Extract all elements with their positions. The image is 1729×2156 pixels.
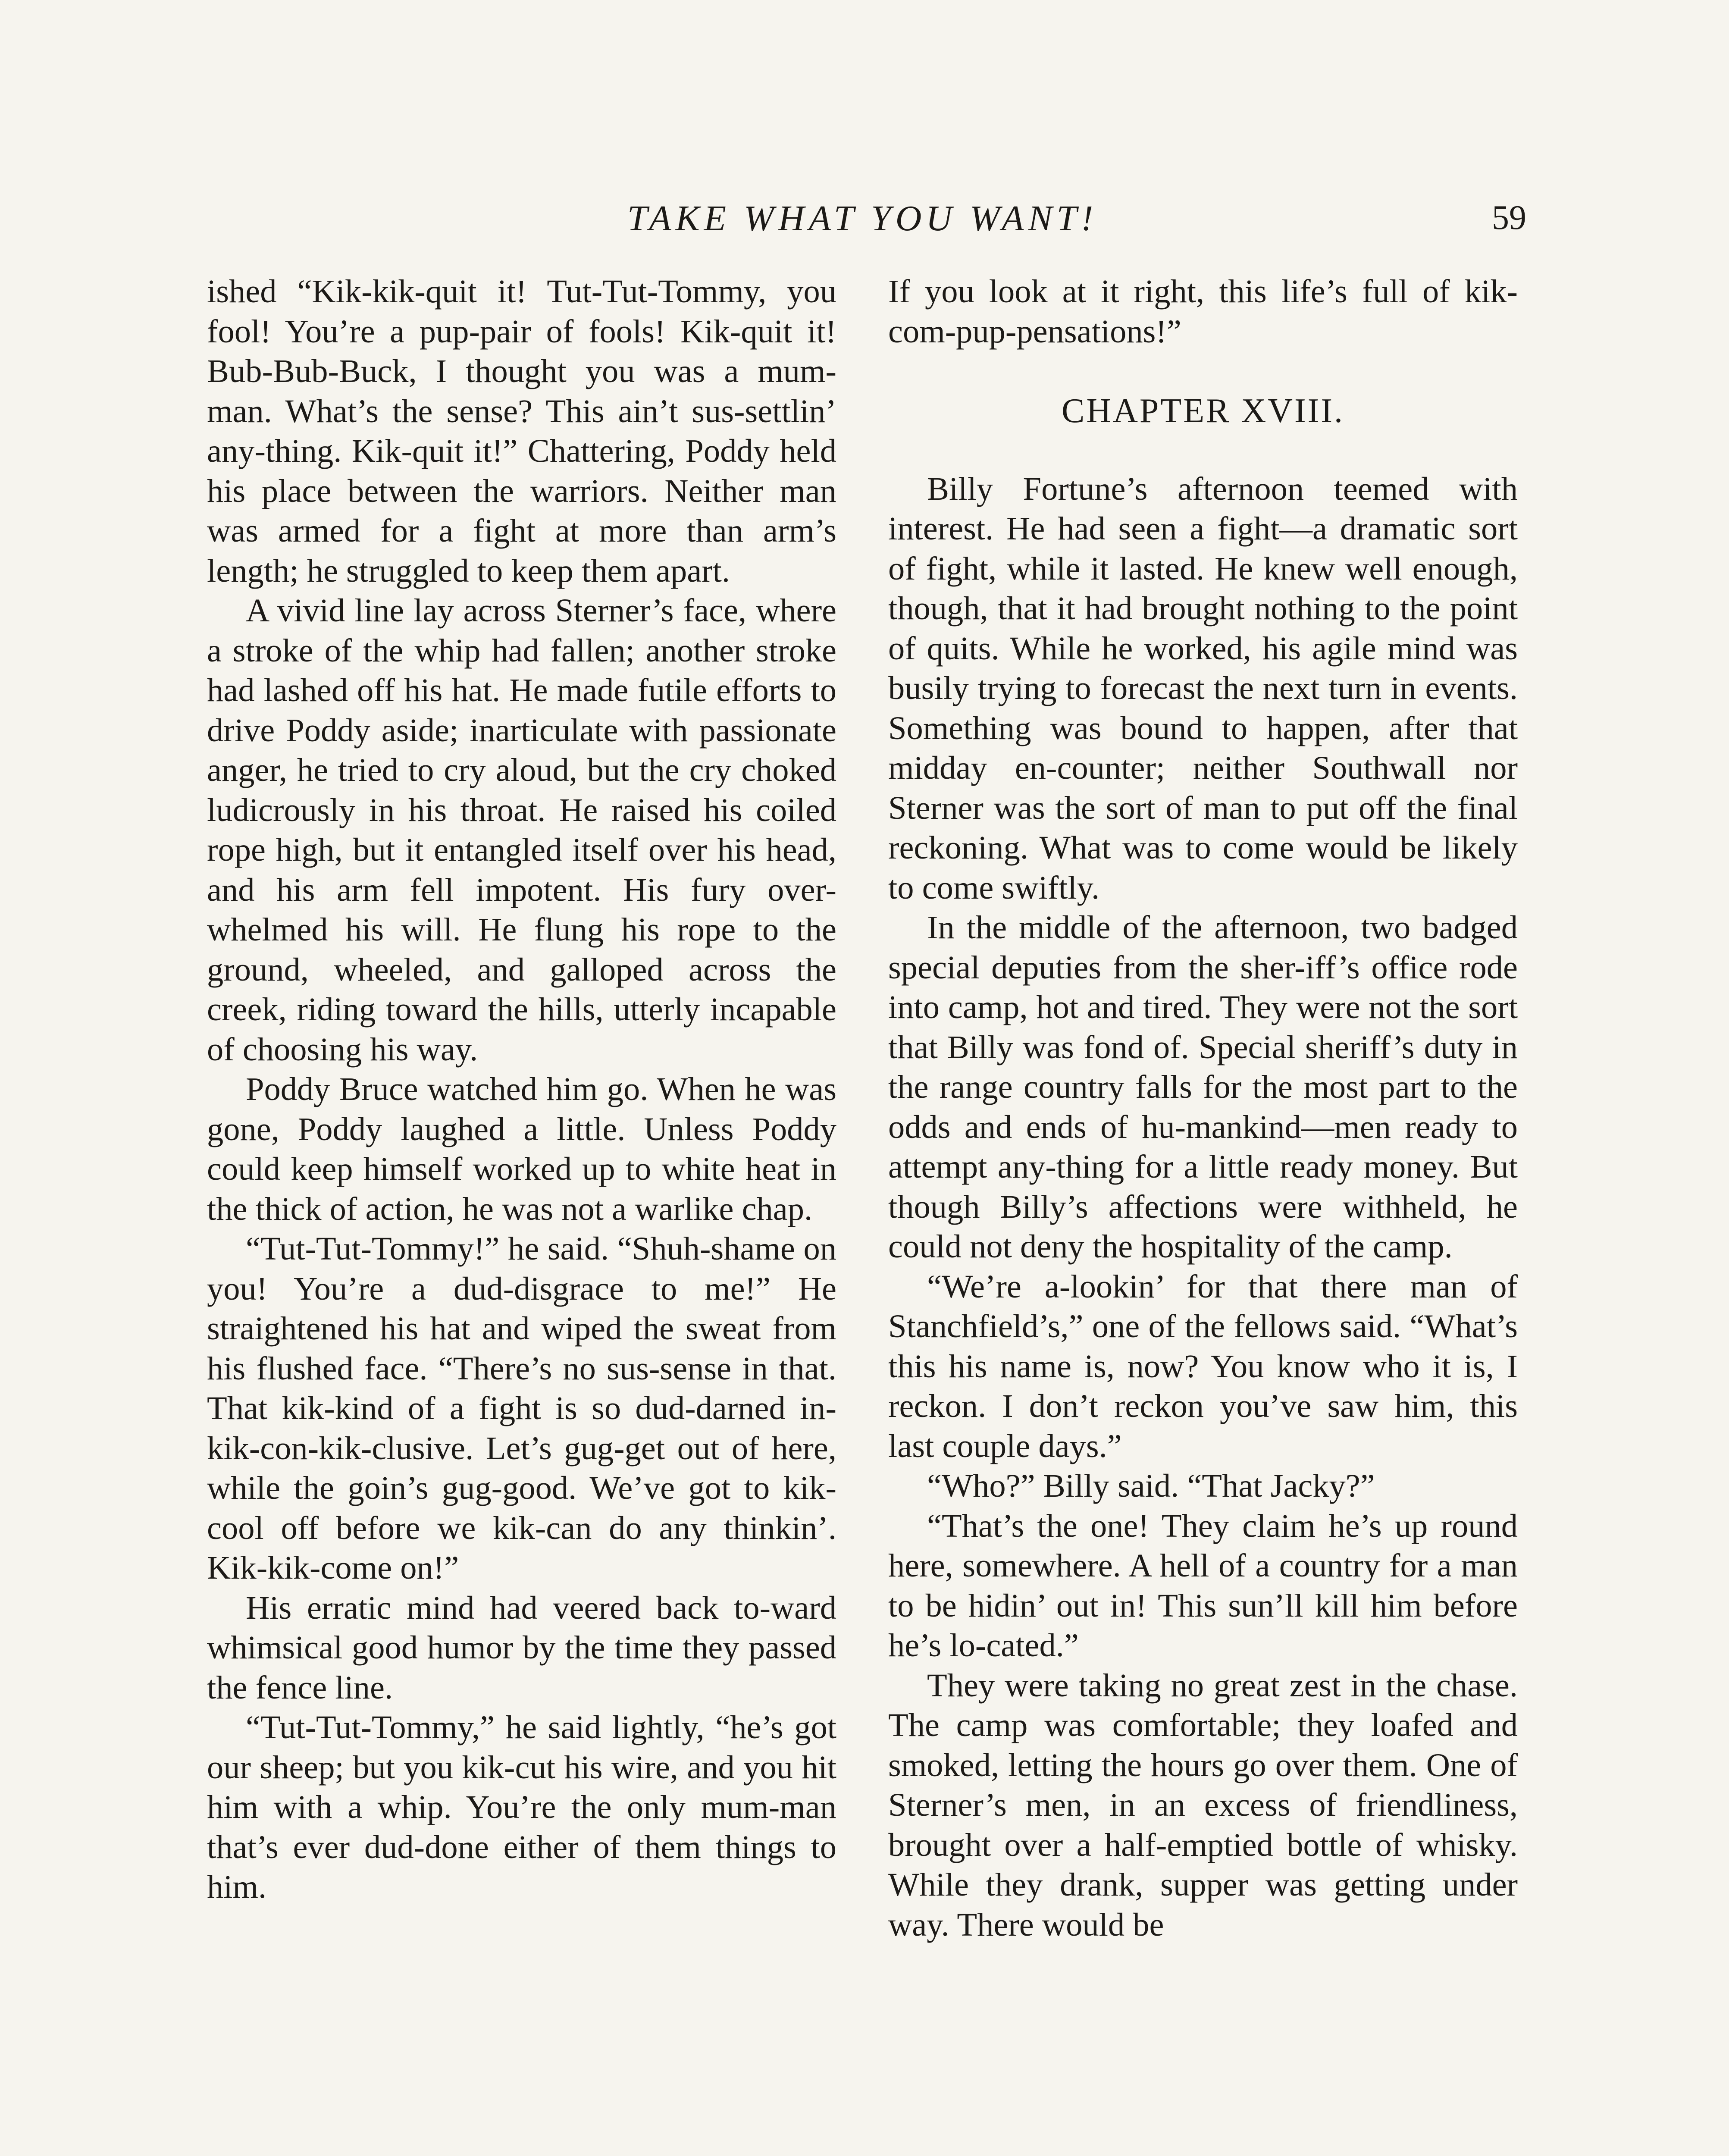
paragraph: “Who?” Billy said. “That Jacky?” bbox=[927, 1467, 1375, 1504]
page-number: 59 bbox=[1492, 199, 1526, 237]
paragraph: They were taking no great zest in the chase. The camp was comfortable; they loafed and smoked, letting the hours go over them. One of Sterner’s men, in an excess of friendliness, brought over a half-emptied bottle of whisky. While they drank, supper was getting under way. There would be bbox=[888, 1667, 1518, 1943]
left-column bbox=[207, 272, 836, 2156]
paragraph: In the middle of the afternoon, two badged special deputies from the sher-iff’s office rode into camp, hot and tired. They were not the sort that Billy was fond of. Special sheriff’s duty in the range country falls for the most part to the odds and ends of hu-mankind—men ready to attempt any-thing for a little ready money. But though Billy’s affections were withheld, he could not deny the hospitality of the camp. bbox=[888, 909, 1518, 1265]
page-header bbox=[207, 190, 1526, 259]
paragraph: If you look at it right, this life’s full of kik-com-pup-pensations!” bbox=[888, 273, 1518, 350]
text-columns bbox=[207, 272, 1518, 2156]
right-column bbox=[888, 272, 1518, 2156]
paragraph: His erratic mind had veered back to-ward whimsical good humor by the time they passed the fence line. bbox=[207, 1589, 836, 1706]
paragraph: “Tut-Tut-Tommy!” he said. “Shuh-shame on you! You’re a dud-disgrace to me!” He straightened his hat and wiped the sweat from his flushed face. “There’s no sus-sense in that. That kik-kind of a fight is so dud-darned in-kik-con-kik-clusive. Let’s gug-get out of here, while the goin’s gug-good. We’ve got to kik-cool off before we kik-can do any thinkin’. Kik-kik-come on!” bbox=[207, 1230, 836, 1586]
chapter-heading: CHAPTER XVIII. bbox=[1062, 392, 1344, 430]
paragraph: ished “Kik-kik-quit it! Tut-Tut-Tommy, you fool! You’re a pup-pair of fools! Kik-quit it! Bub-Bub-Buck, I thought you was a mum-man. What’s the sense? This ain’t sus-settlin’ any-thing. Kik-quit it!” Chattering, Poddy held his place between the warriors. Neither man was armed for a fight at more than arm’s length; he struggled to keep them apart. bbox=[207, 273, 836, 589]
paragraph: A vivid line lay across Sterner’s face, where a stroke of the whip had fallen; another stroke had lashed off his hat. He made futile efforts to drive Poddy aside; inarticulate with passionate anger, he tried to cry aloud, but the cry choked ludicrously in his throat. He raised his coiled rope high, but it entangled itself over his head, and his arm fell impotent. His fury over-whelmed his will. He flung his rope to the ground, wheeled, and galloped across the creek, riding toward the hills, utterly incapable of choosing his way. bbox=[207, 592, 836, 1068]
paragraph: “Tut-Tut-Tommy,” he said lightly, “he’s got our sheep; but you kik-cut his wire, and you hit him with a whip. You’re the only mum-man that’s ever dud-done either of them things to him. bbox=[207, 1709, 836, 1905]
paragraph: Poddy Bruce watched him go. When he was gone, Poddy laughed a little. Unless Poddy could keep himself worked up to white heat in the thick of action, he was not a warlike chap. bbox=[207, 1071, 836, 1227]
running-title: TAKE WHAT YOU WANT! bbox=[627, 198, 1098, 238]
paragraph: Billy Fortune’s afternoon teemed with interest. He had seen a fight—a dramatic sort of fight, while it lasted. He knew well enough, though, that it had brought nothing to the point of quits. While he worked, his agile mind was busily trying to forecast the next turn in events. Something was bound to happen, after that midday en-counter; neither Southwall nor Sterner was the sort of man to put off the final reckoning. What was to come would be likely to come swiftly. bbox=[888, 470, 1518, 906]
paragraph: “That’s the one! They claim he’s up round here, somewhere. A hell of a country for a man to be hidin’ out in! This sun’ll kill him before he’s lo-cated.” bbox=[888, 1507, 1518, 1664]
paragraph: “We’re a-lookin’ for that there man of Stanchfield’s,” one of the fellows said. “What’s this his name is, now? You know who it is, I reckon. I don’t reckon you’ve saw him, this last couple days.” bbox=[888, 1268, 1518, 1464]
